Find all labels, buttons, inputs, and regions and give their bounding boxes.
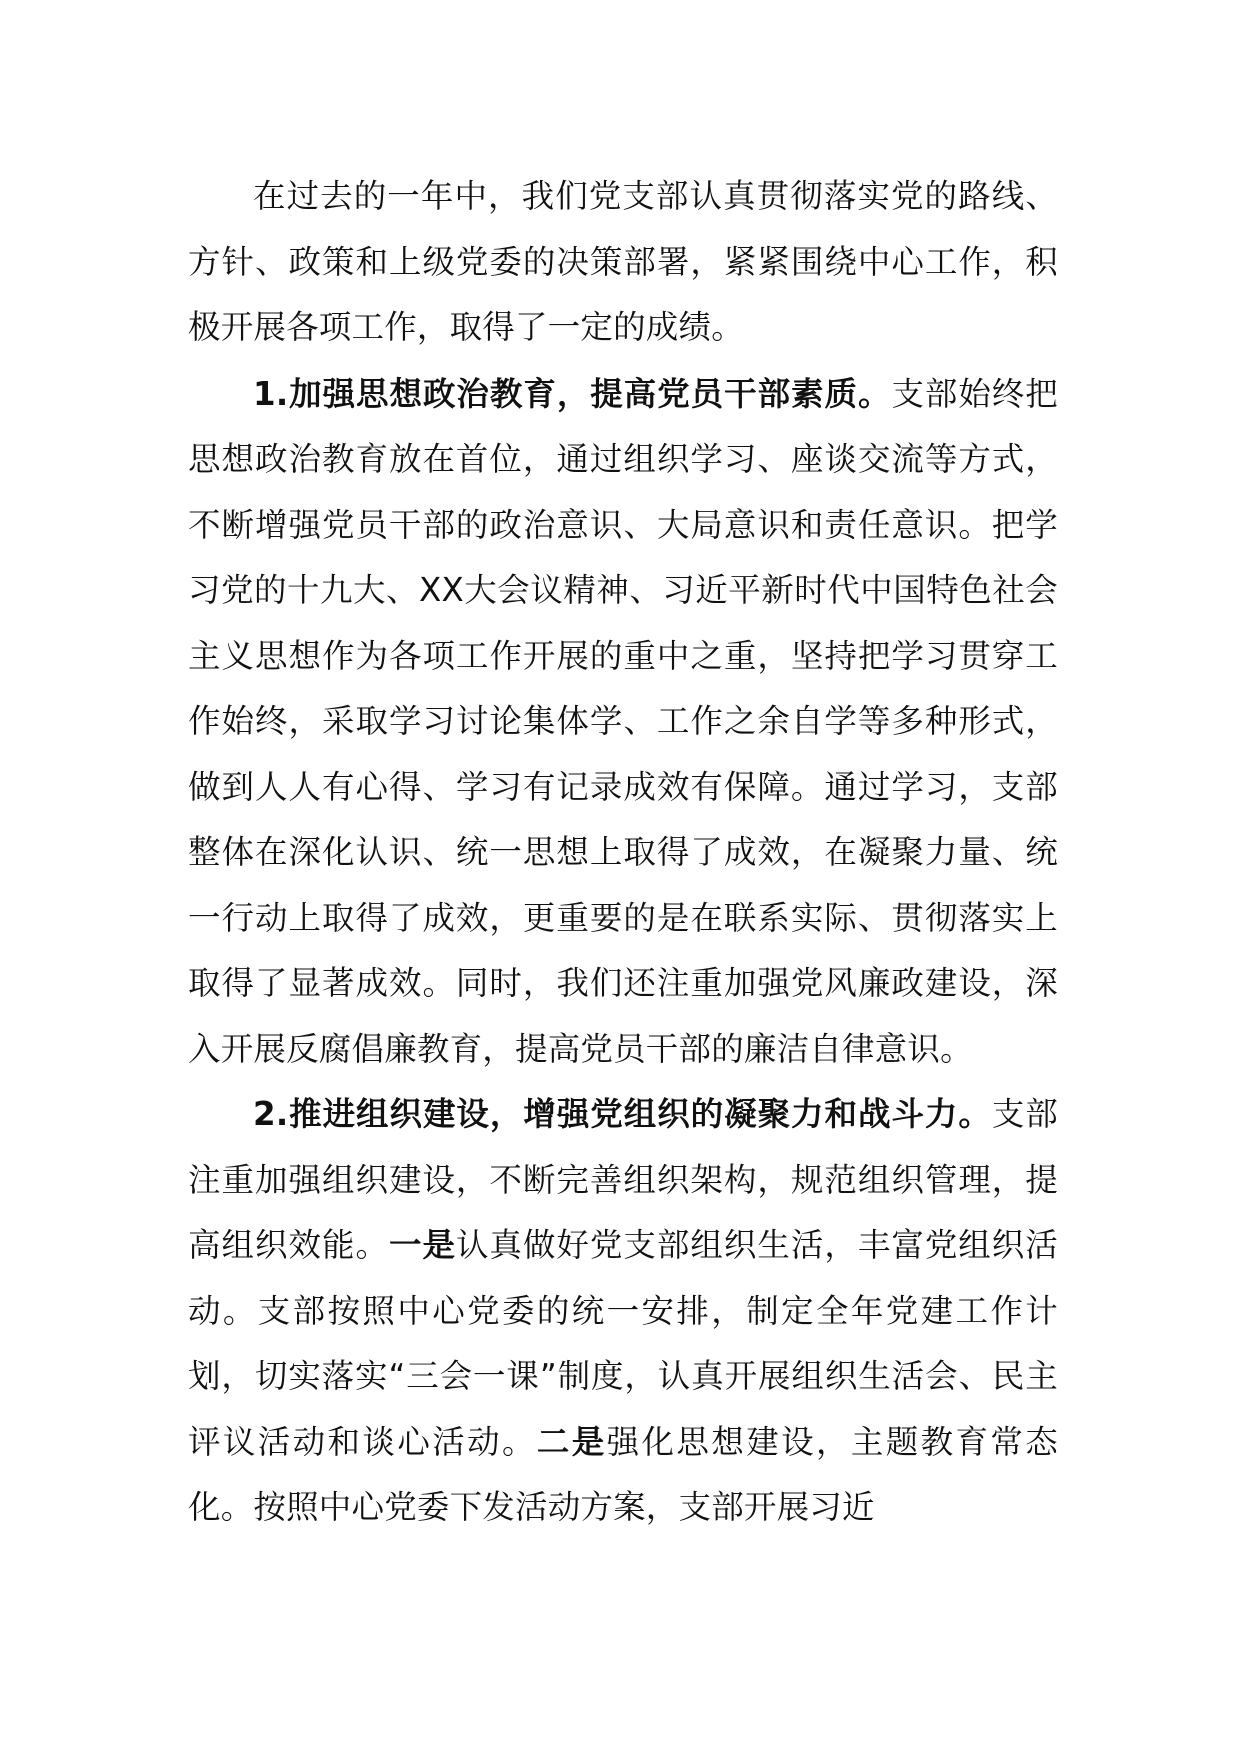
section-2-text-b: 认真做好党支部组织生活，丰富党组织活动。支部按照中心党委的统一安排，制定全年党建工作计划，切实落实“三会一课”制度，认真开展组织生活会、民主评议活动和谈心活动。 (188, 1226, 1058, 1461)
section-2-text-a: 支部注重加强组织建设，不断完善组织架构，规范组织管理，提高组织效能。 (188, 1095, 1059, 1264)
section-2-marker-second: 二是 (536, 1422, 607, 1461)
section-2-paragraph (188, 1082, 1058, 1541)
section-2-marker-first: 一是 (388, 1226, 456, 1264)
section-1-paragraph (188, 362, 1058, 1083)
intro-text: 在过去的一年中，我们党支部认真贯彻落实党的路线、方针、政策和上级党委的决策部署，紧紧围绕中心工作，积极开展各项工作，取得了一定的成绩。 (188, 177, 1058, 346)
section-2-text-c: 强化思想建设，主题教育常态化。按照中心党委下发活动方案，支部开展习近 (188, 1422, 1058, 1526)
section-1-heading: 1.加强思想政治教育，提高党员干部素质。 (253, 374, 892, 413)
section-1-text: 支部始终把思想政治教育放在首位，通过组织学习、座谈交流等方式，不断增强党员干部的政治意识、大局意识和责任意识。把学习党的十九大、XX大会议精神、习近平新时代中国特色社会主义思想作为各项工作开展的重中之重，坚持把学习贯穿工作始终，采取学习讨论集体学、工作之余自学等多种形式，做到人人有心得、学习有记录成效有保障。通过学习，支部整体在深化认识、统一思想上取得了成效，在凝聚力量、统一行动上取得了成效，更重要的是在联系实际、贯彻落实上取得了显著成效。同时，我们还注重加强党风廉政建设，深入开展反腐倡廉教育，提高党员干部的廉洁自律意识。 (188, 374, 1058, 1068)
document-body (188, 164, 1058, 1541)
section-2-heading: 2.推进组织建设，增强党组织的凝聚力和战斗力。 (253, 1095, 992, 1133)
intro-paragraph (188, 164, 1058, 361)
